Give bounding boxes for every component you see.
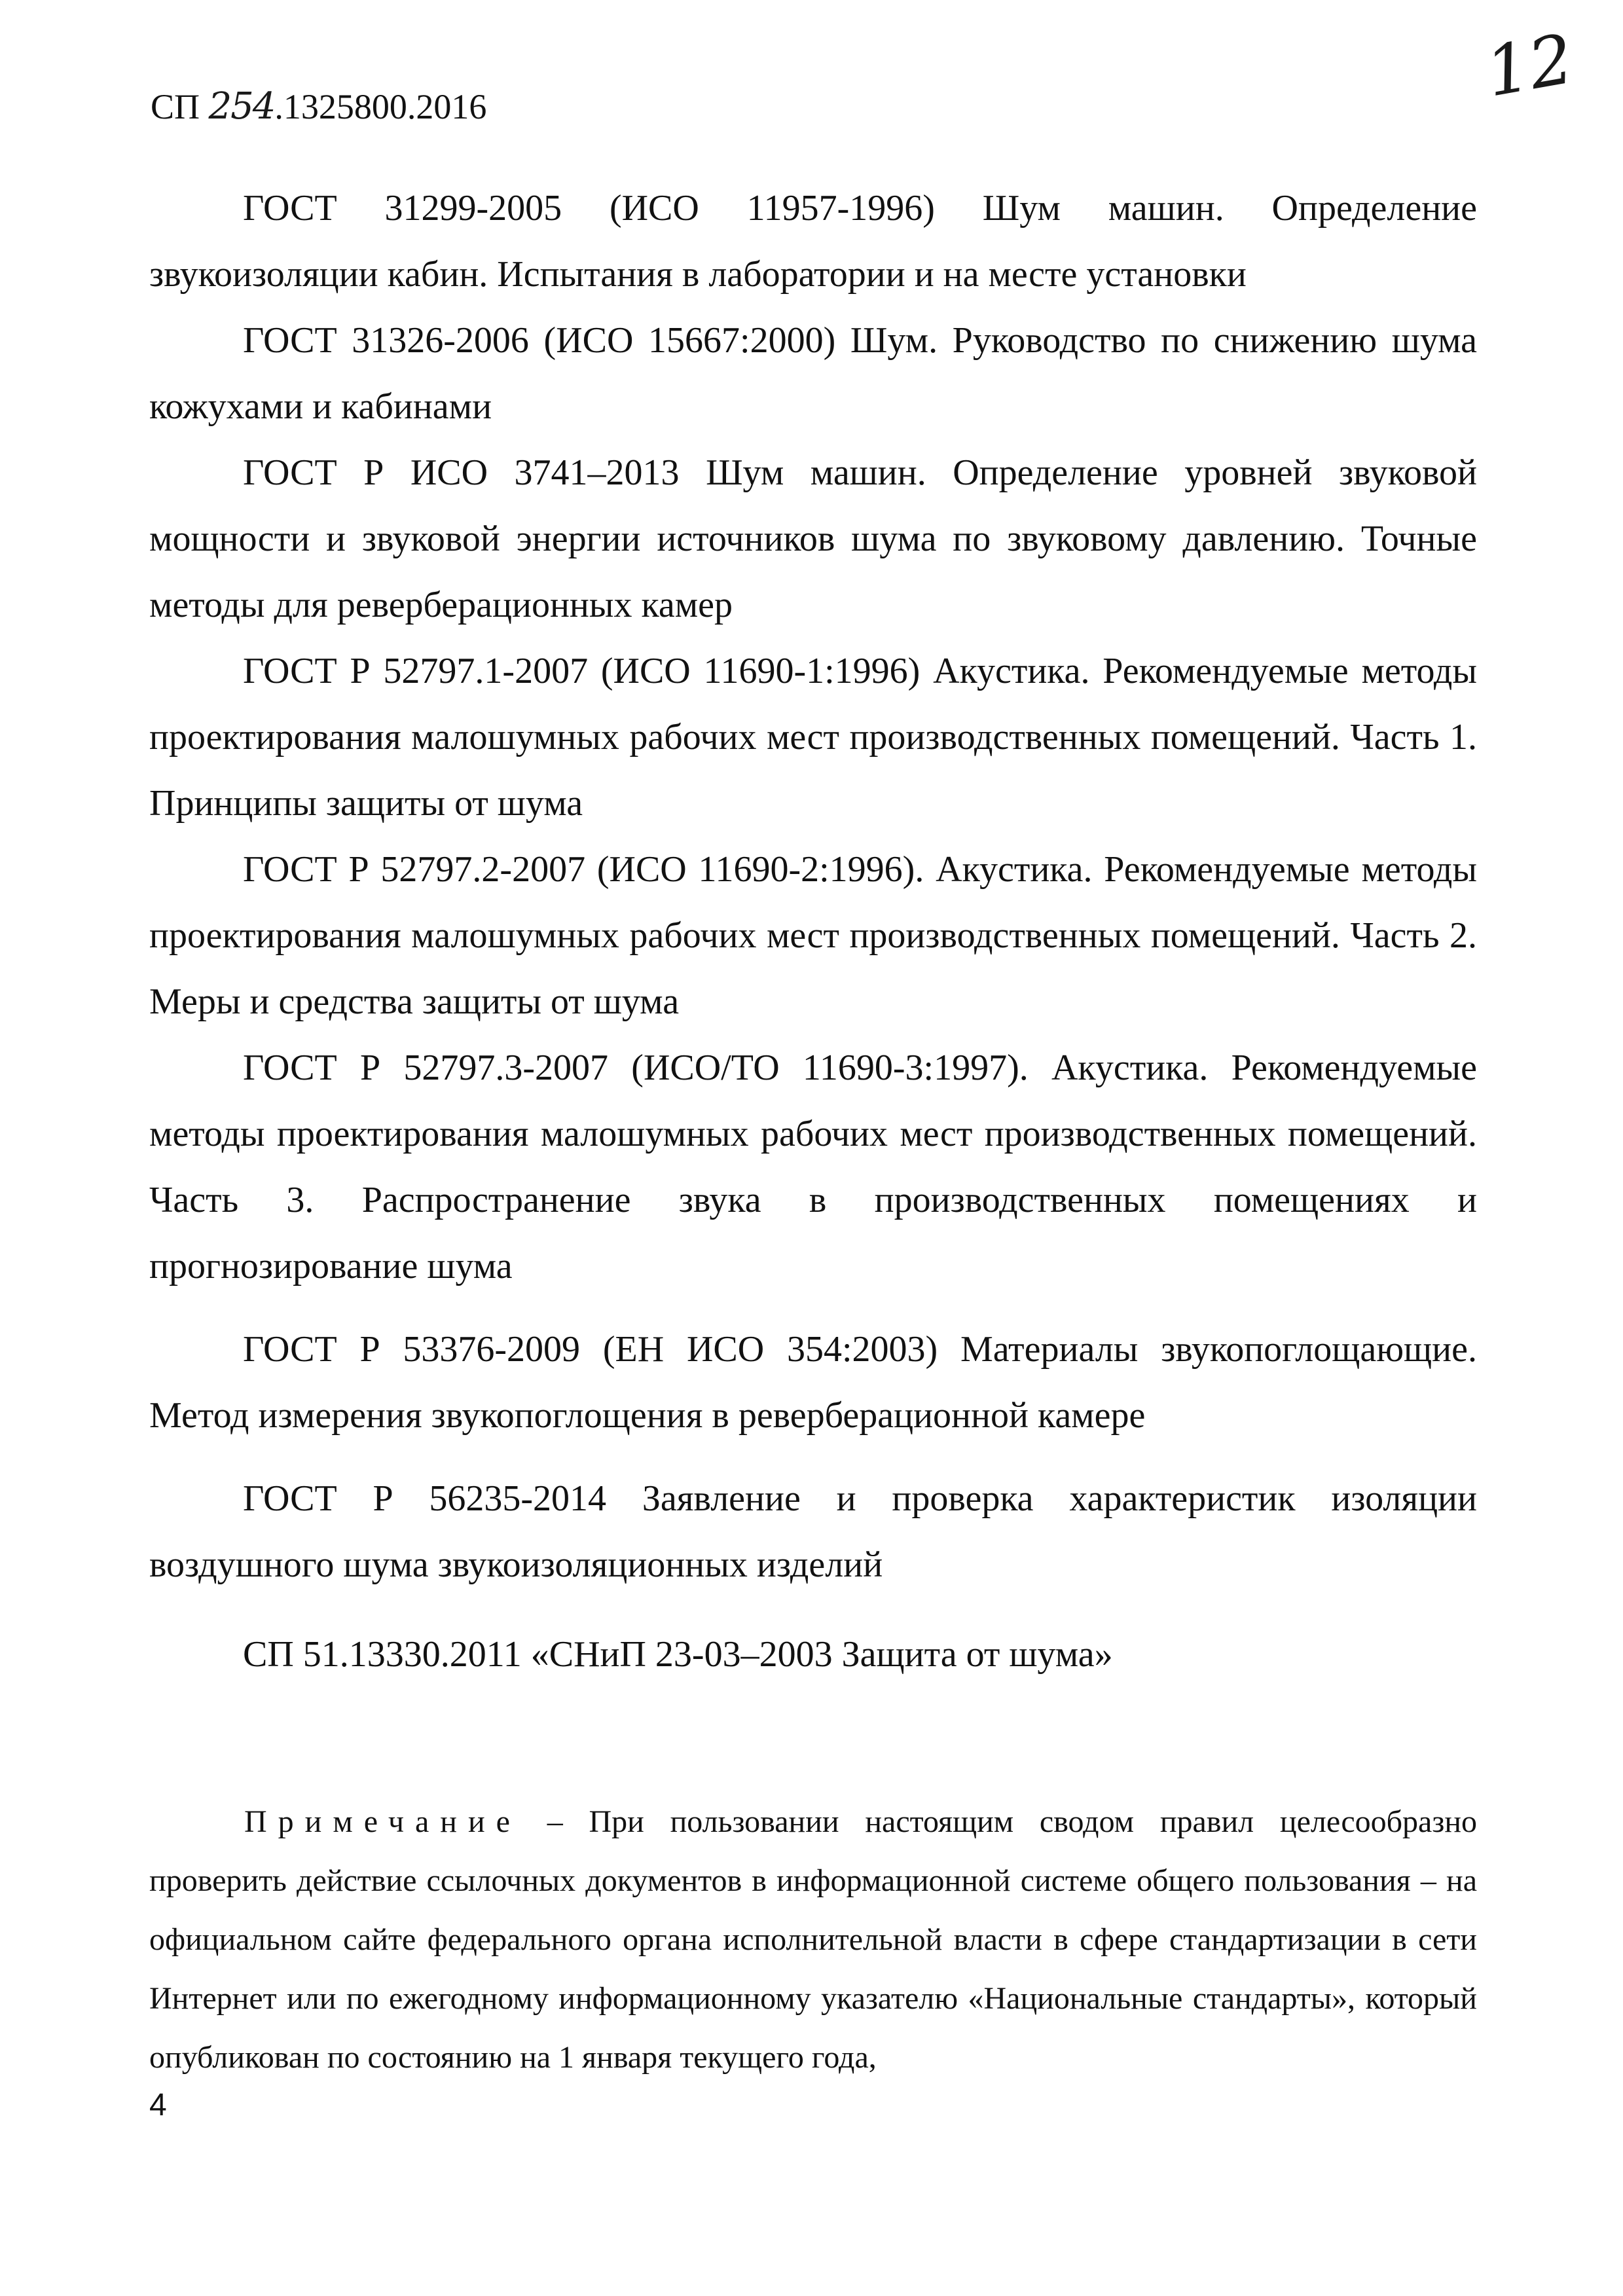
reference-item: ГОСТ Р 52797.3-2007 (ИСО/ТО 11690-3:1997). Акустика. Рекомендуемые методы проектирования малошумных рабочих мест производственных помещений. Часть 3. Распространение звука в производственных помещениях и прогнозирование шума [149,1048,1477,1286]
code-prefix: СП [151,87,209,126]
normative-references-list [149,175,1477,1688]
reference-item: ГОСТ 31326-2006 (ИСО 15667:2000) Шум. Руководство по снижению шума кожухами и кабинами [149,320,1477,427]
document-code [151,84,486,130]
code-suffix: .1325800.2016 [274,87,487,126]
note-paragraph [149,1793,1477,2087]
reference-item: ГОСТ Р ИСО 3741–2013 Шум машин. Определение уровней звуковой мощности и звуковой энергии источников шума по звуковому давлению. Точные методы для реверберационных камер [149,452,1477,625]
handwritten-sheet-number: 12 [1480,18,1579,113]
note-text: – При пользовании настоящим сводом правил целесообразно проверить действие ссылочных документов в информационной системе общего пользования – на официальном сайте федерального органа исполнительной власти в сфере стандартизации в сети Интернет или по ежегодному информационному указателю «Национальные стандарты», который опубликован по состоянию на 1 января текущего года, [149,1804,1477,2075]
reference-item: ГОСТ Р 52797.1-2007 (ИСО 11690-1:1996) Акустика. Рекомендуемые методы проектирования малошумных рабочих мест производственных помещений. Часть 1. Принципы защиты от шума [149,651,1477,824]
reference-item: ГОСТ Р 56235-2014 Заявление и проверка характеристик изоляции воздушного шума звукоизоляционных изделий [149,1478,1477,1585]
reference-item: ГОСТ 31299-2005 (ИСО 11957-1996) Шум машин. Определение звукоизоляции кабин. Испытания в лаборатории и на месте установки [149,188,1477,295]
handwritten-code-number: 254 [208,85,275,128]
reference-item: СП 51.13330.2011 «СНиП 23-03–2003 Защита от шума» [243,1634,1113,1675]
page-number: 4 [149,2088,167,2123]
reference-item: ГОСТ Р 52797.2-2007 (ИСО 11690-2:1996). Акустика. Рекомендуемые методы проектирования малошумных рабочих мест производственных помещений. Часть 2. Меры и средства защиты от шума [149,849,1477,1022]
note-label: Примечание [244,1804,521,1839]
reference-item: ГОСТ Р 53376-2009 (ЕН ИСО 354:2003) Материалы звукопоглощающие. Метод измерения звукопоглощения в реверберационной камере [149,1329,1477,1436]
